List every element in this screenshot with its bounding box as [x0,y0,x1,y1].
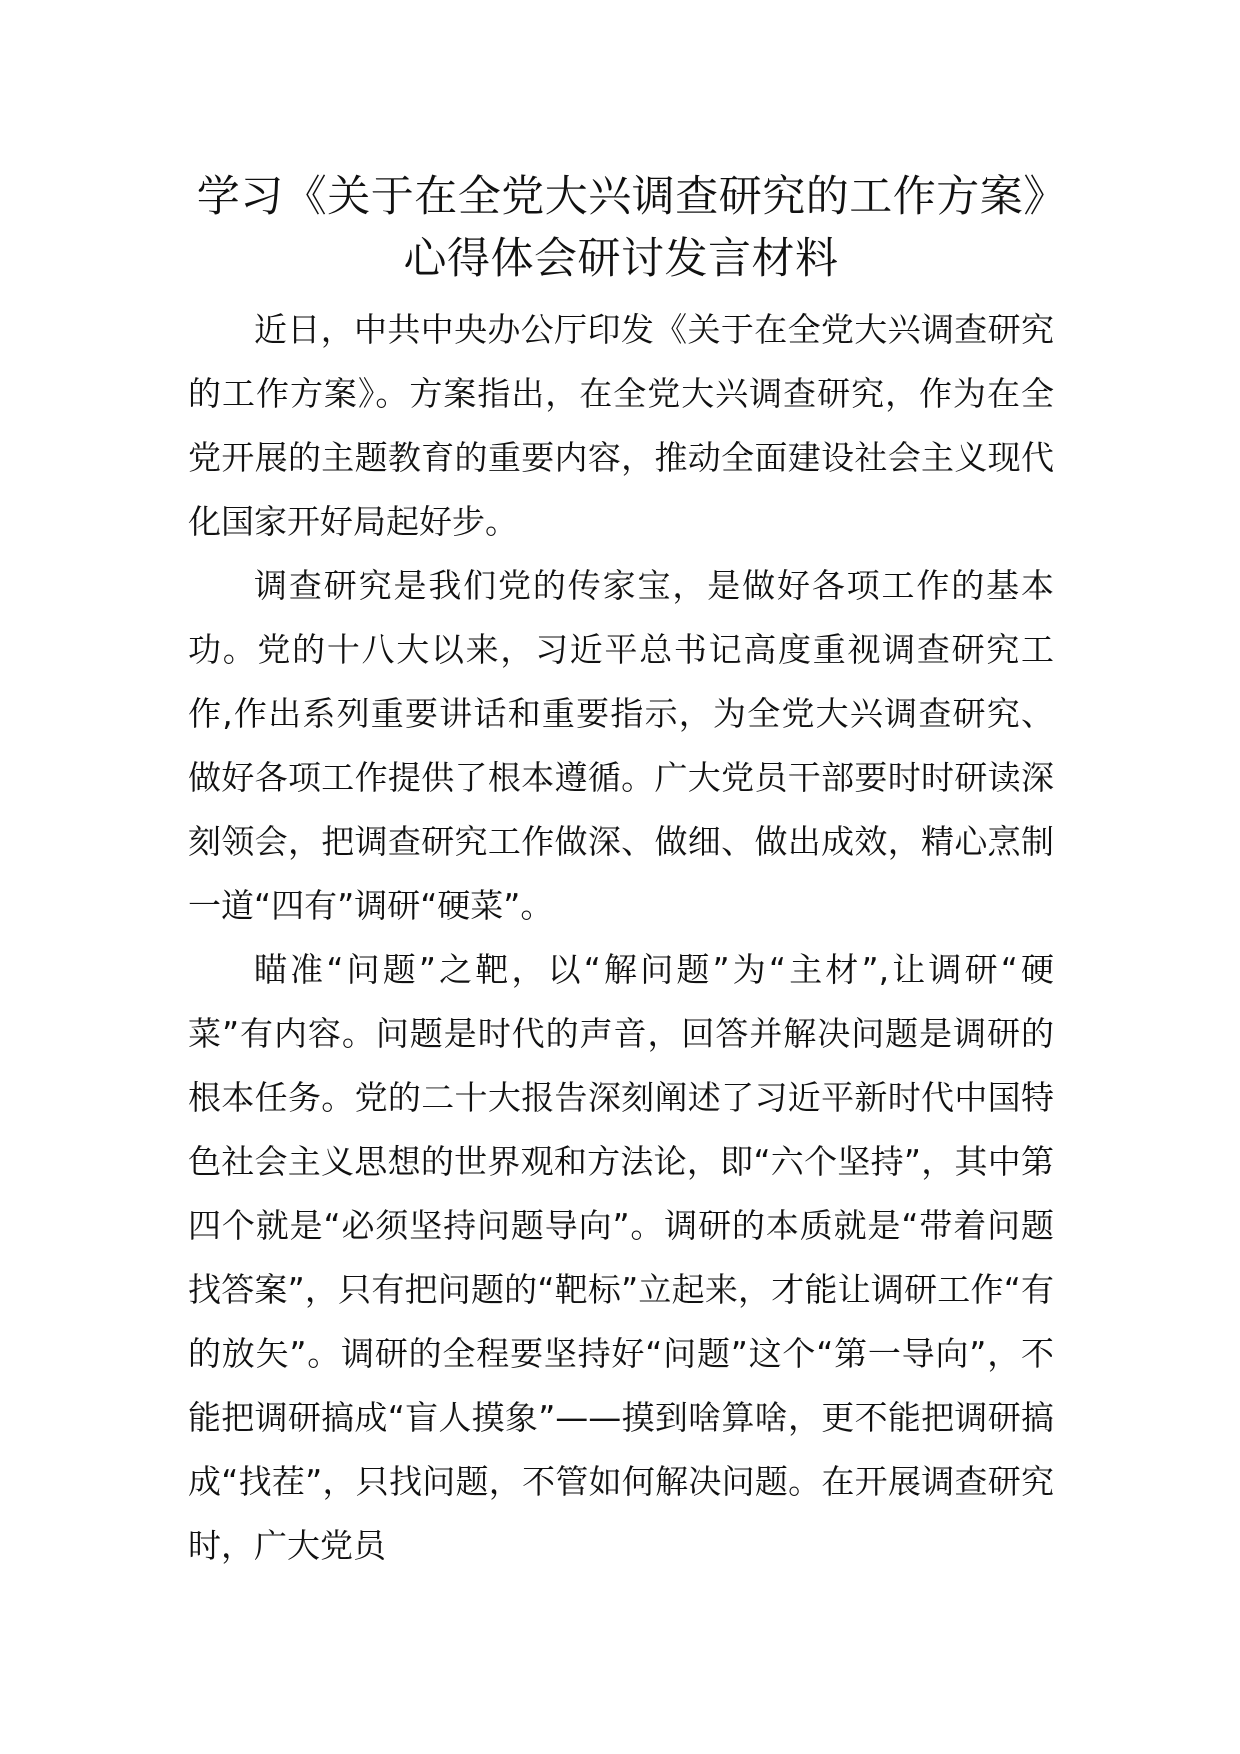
paragraph-3: 瞄准“问题”之靶，以“解问题”为“主材”,让调研“硬菜”有内容。问题是时代的声音，回答并解决问题是调研的根本任务。党的二十大报告深刻阐述了习近平新时代中国特色社会主义思想的世界观和方法论，即“六个坚持”，其中第四个就是“必须坚持问题导向”。调研的本质就是“带着问题找答案”，只有把问题的“靶标”立起来，才能让调研工作“有的放矢”。调研的全程要坚持好“问题”这个“第一导向”，不能把调研搞成“盲人摸象”——摸到啥算啥，更不能把调研搞成“找茬”，只找问题，不管如何解决问题。在开展调查研究时，广大党员 [188,950,1054,1565]
paragraph-2: 调查研究是我们党的传家宝，是做好各项工作的基本功。党的十八大以来，习近平总书记高度重视调查研究工作,作出系列重要讲话和重要指示，为全党大兴调查研究、做好各项工作提供了根本遵循。广大党员干部要时时研读深刻领会，把调查研究工作做深、做细、做出成效，精心烹制一道“四有”调研“硬菜”。 [188,566,1054,925]
document-title: 学习《关于在全党大兴调查研究的工作方案》心得体会研讨发言材料 [196,172,1046,284]
document-body [188,166,1054,1578]
paragraph-1: 近日，中共中央办公厅印发《关于在全党大兴调查研究的工作方案》。方案指出，在全党大兴调查研究，作为在全党开展的主题教育的重要内容，推动全面建设社会主义现代化国家开好局起好步。 [188,310,1054,541]
